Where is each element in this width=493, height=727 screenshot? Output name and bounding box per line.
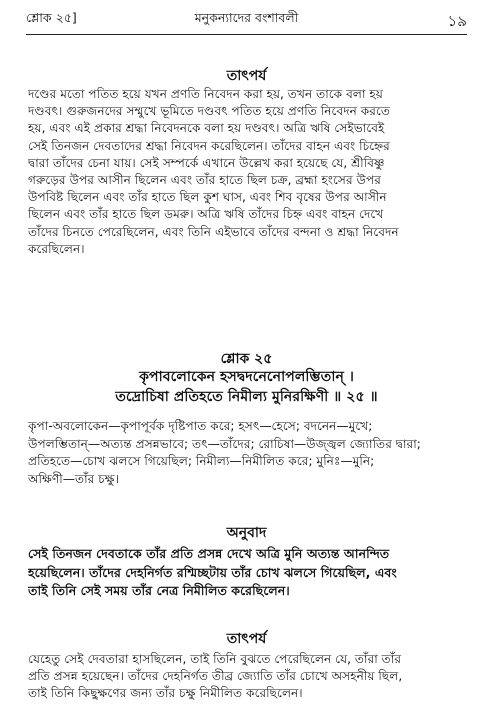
translation-heading: অনুবাদ bbox=[226, 525, 267, 541]
header-chapter-title: মনুকন্যাদের বংশাবলী bbox=[194, 10, 299, 25]
verse-title: শ্লোক ২৫ bbox=[220, 351, 273, 367]
verse-text bbox=[0, 367, 493, 407]
synonyms-line: উপলম্ভিতান্—অত্যন্ত প্রসন্নভাবে; তৎ—তাঁদের; রোচিষা—উজ্জ্বল জ্যোতির দ্বারা; bbox=[28, 436, 421, 451]
synonyms-block bbox=[28, 418, 467, 488]
purport-line: দণ্ডের মতো পতিত হয়ে যখন প্রণতি নিবেদন করা হয়, তখন তাকে বলা হয় bbox=[28, 87, 383, 101]
purport-paragraph bbox=[28, 651, 467, 703]
purport-paragraph bbox=[28, 86, 467, 258]
purport-line: প্রতি প্রসন্ন হয়েছেন। তাঁদের দেহনির্গত তীব্র জ্যোতি তাঁর চোখে অসহনীয় ছিল, bbox=[28, 669, 403, 684]
purport-heading: তাৎপর্য bbox=[226, 68, 267, 84]
purport-line: তাই তিনি কিছুক্ষণের জন্য তাঁর চক্ষু নিমীলিত করেছিলেন। bbox=[28, 686, 303, 701]
purport-line: যেহেতু সেই দেবতারা হাসছিলেন, তাই তিনি বুঝতে পেরেছিলেন যে, তাঁরা তাঁর bbox=[28, 652, 402, 666]
purport-line: দ্বারা তাঁদের চেনা যায়। সেই সম্পর্কে এখানে উল্লেখ করা হয়েছে যে, শ্রীবিষ্ণু bbox=[28, 155, 385, 170]
purport-line: ছিলেন এবং তাঁর হাতে ছিল ডমরু। অত্রি ঋষি তাঁদের চিহ্ন এবং বাহন দেখে bbox=[28, 207, 384, 222]
translation-line: সেই তিনজন দেবতাকে তাঁর প্রতি প্রসন্ন দেখে অত্রি মুনি অত্যন্ত আনন্দিত bbox=[28, 546, 390, 561]
translation-paragraph bbox=[28, 545, 467, 601]
purport-line: তাঁদের চিনতে পেরেছিলেন, এবং তিনি এইভাবে তাঁদের বন্দনা ও শ্রদ্ধা নিবেদন bbox=[28, 224, 399, 239]
purport-line: করেছিলেন। bbox=[28, 241, 85, 256]
page-number: ১৯ bbox=[447, 12, 467, 30]
purport-heading: তাৎপর্য bbox=[226, 631, 267, 647]
synonyms-line: প্রতিহতে—চোখ ঝলসে গিয়েছিল; নিমীল্য—নিমীলিত করে; মুনিঃ—মুনি; bbox=[28, 454, 375, 469]
running-header bbox=[26, 10, 467, 30]
purport-line: হয়, এবং এই প্রকার শ্রদ্ধা নিবেদনকে বলা হয় দণ্ডবৎ। অত্রি ঋষি সেইভাবেই bbox=[28, 121, 385, 136]
header-rule bbox=[26, 34, 467, 35]
purport-line: দণ্ডবৎ। গুরুজনদের সম্মুখে ভূমিতে দণ্ডবৎ পতিত হয়ে প্রণতি নিবেদন করতে bbox=[28, 104, 391, 119]
synonyms-line: অক্ষিণী—তাঁর চক্ষু। bbox=[28, 471, 120, 486]
verse-line: তদ্রোচিষা প্রতিহতে নিমীল্য মুনিরক্ষিণী ॥ ২৫ ॥ bbox=[115, 389, 378, 405]
header-verse-ref: শ্লোক ২৫] bbox=[26, 10, 77, 25]
synonyms-line: কৃপা-অবলোকেন—কৃপাপূর্বক দৃষ্টিপাত করে; হসৎ—হেসে; বদনেন—মুখে; bbox=[28, 419, 373, 433]
purport-line: গরুড়ের উপর আসীন ছিলেন এবং তাঁর হাতে ছিল চক্র, ব্রহ্মা হংসের উপর bbox=[28, 173, 382, 188]
purport-line: উপবিষ্ট ছিলেন এবং তাঁর হাতে ছিল কুশ ঘাস, এবং শিব বৃষের উপর আসীন bbox=[28, 190, 387, 205]
purport-line: সেই তিনজন দেবতাদের শ্রদ্ধা নিবেদন করেছিলেন। তাঁদের বাহন এবং চিহ্নের bbox=[28, 138, 390, 153]
translation-line: হয়েছিলেন। তাঁদের দেহনির্গত রশ্মিচ্ছটায় তাঁর চোখ ঝলসে গিয়েছিল, এবং bbox=[28, 564, 397, 580]
verse-line: কৃপাবলোকেন হসদ্বদনেনোপলম্ভিতান্ । bbox=[139, 369, 354, 385]
translation-line: তাই তিনি সেই সময় তাঁর নেত্র নিমীলিত করেছিলেন। bbox=[28, 583, 290, 598]
